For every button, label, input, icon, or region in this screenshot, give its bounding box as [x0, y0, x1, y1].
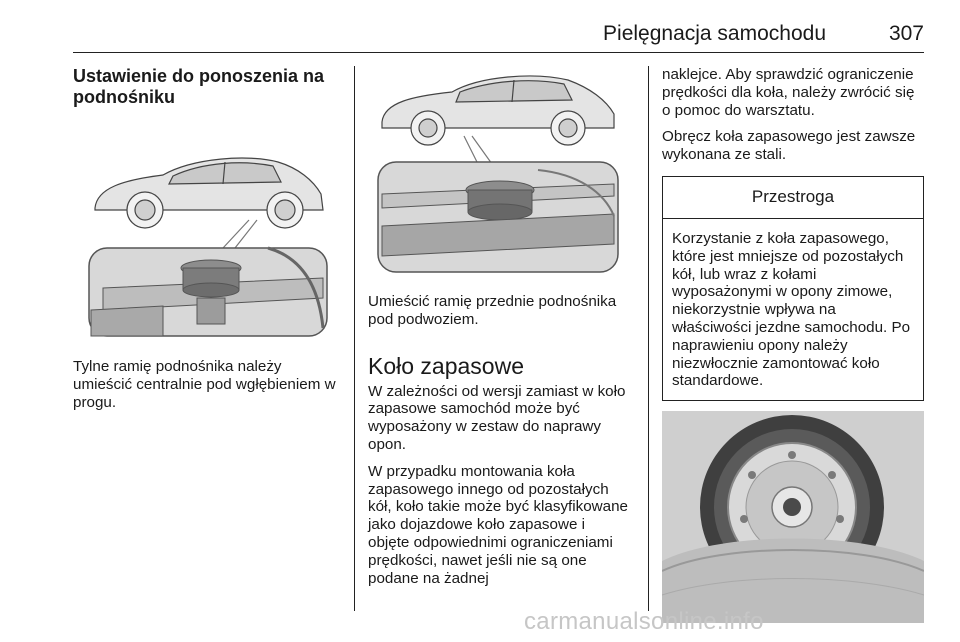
car-on-front-jack-illustration: [368, 66, 630, 276]
spare-wheel-in-trunk-photo: [662, 411, 924, 623]
spare-wheel-paragraph-1: W zależności od wersji zamiast w koło zapasowe samochód może być wyposażony w zestaw do naprawy opon.: [368, 382, 626, 453]
front-jack-caption: Umieścić ramię przednie podnośnika pod podwoziem.: [368, 293, 617, 328]
column-divider: [354, 66, 355, 611]
rear-jack-caption: Tylne ramię podnośnika należy umieścić centralnie pod wgłębieniem w progu.: [73, 358, 336, 411]
spare-wheel-paragraph-2: W przypadku montowania koła zapasowego innego od pozostałych kół, koło takie może być klasyfikowane jako dojazdowe koło zapasowe i objęte odpowiednimi ograniczeniami prędkości, nawet jeśli nie są one podane na żadnej: [368, 462, 628, 587]
section-heading-spare-wheel: Koło zapasowe: [368, 352, 524, 379]
page-header: [73, 0, 924, 53]
header-title: Pielęgnacja samochodu: [603, 22, 826, 45]
watermark: carmanualsonline.info: [524, 608, 764, 635]
column-right: [662, 66, 924, 623]
page-number: 307: [888, 22, 924, 45]
caution-title: Przestroga: [663, 177, 923, 219]
caution-text: Korzystanie z koła zapasowego, które jest mniejsze od pozostałych kół, lub wraz z kołami wyposażonymi w opony zimowe, niekorzystnie wpływa na właściwości jezdne samochodu. Po naprawieniu opony należy niezwłocznie zamontować koło standardowe.: [672, 229, 911, 390]
spare-wheel-paragraph-3: naklejce. Aby sprawdzić ograniczenie prędkości dla koła, należy zwrócić się o pomoc do warsztatu.: [662, 66, 915, 119]
column-left: [73, 66, 341, 420]
column-divider: [648, 66, 649, 611]
column-middle: [368, 66, 630, 596]
section-title-jacking: Ustawienie do ponoszenia na podnośniku: [73, 66, 325, 107]
caution-box: [662, 176, 924, 401]
car-on-rear-jack-illustration: [73, 128, 341, 340]
spare-wheel-paragraph-4: Obręcz koła zapasowego jest zawsze wykonana ze stali.: [662, 128, 916, 164]
